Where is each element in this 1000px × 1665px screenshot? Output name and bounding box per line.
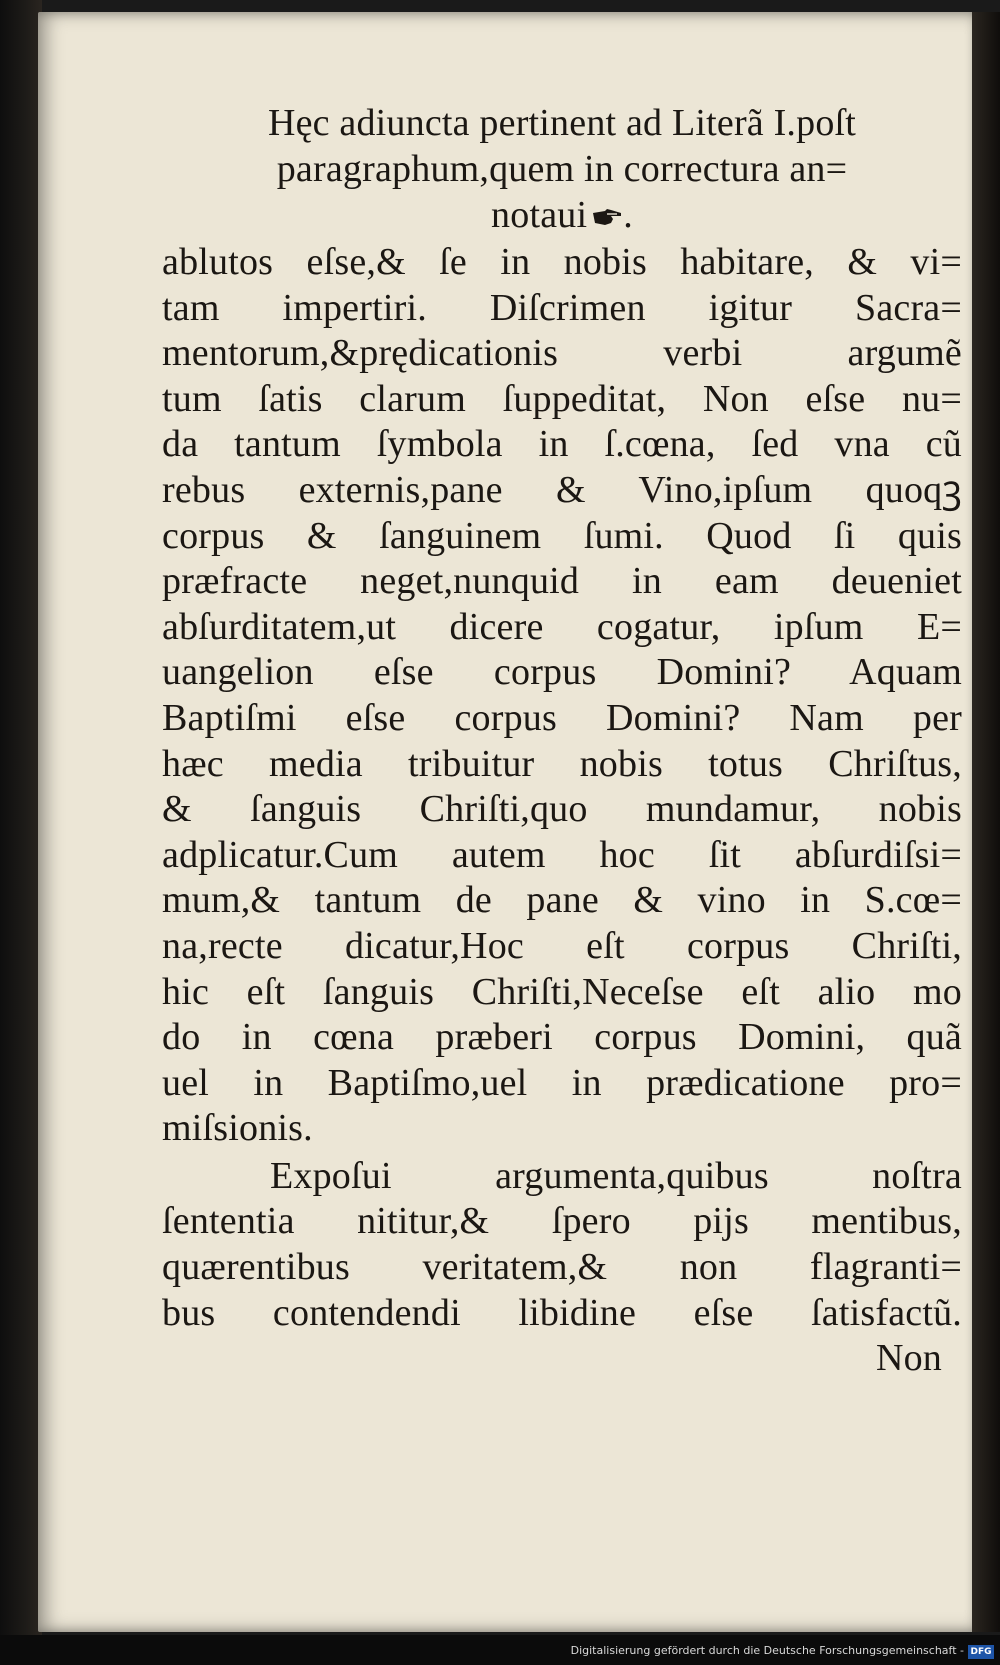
- heading-line: [162, 192, 962, 238]
- body-line: uel in Baptiſmo,uel in prædicatione pro=: [162, 1061, 962, 1104]
- body-line: rebus externis,pane & Vino,ipſum quoqꝫ: [162, 468, 962, 511]
- body-line: quærentibus veritatem,& non flagranti=: [162, 1246, 962, 1289]
- body-line: hic eſt ſanguis Chriſti,Neceſse eſt alio mo: [162, 970, 962, 1013]
- body-line: da tantum ſymbola in ſ.cœna, ſed vna cũ: [162, 423, 962, 466]
- heading-line-text: notaui: [491, 194, 588, 236]
- heading-mark-suffix: .: [623, 194, 633, 236]
- page-text: [162, 100, 962, 1382]
- heading-line: paragraphum,quem in correctura an=: [276, 148, 848, 190]
- page-edge-shadow: [972, 12, 1000, 1632]
- body-line: tum ſatis clarum ſuppeditat, Non eſse nu=: [162, 377, 962, 420]
- dfg-logo: DFG: [968, 1645, 994, 1659]
- body-line: corpus & ſanguinem ſumi. Quod ſi quis: [162, 514, 962, 557]
- second-paragraph: [162, 1154, 962, 1336]
- body-line: adplicatur.Cum autem hoc ſit abſurdiſsi=: [162, 833, 962, 876]
- body-line: mentorum,&prędicationis verbi argumẽ: [162, 332, 962, 375]
- body-line: & ſanguis Chriſti,quo mundamur, nobis: [162, 788, 962, 831]
- pointing-hand-icon: [591, 207, 623, 229]
- addendum-heading: [162, 100, 962, 238]
- body-line: tam impertiri. Diſcrimen igitur Sacra=: [162, 286, 962, 329]
- body-line: ablutos eſse,& ſe in nobis habitare, & vi=: [162, 241, 962, 283]
- body-line: Expoſui argumenta,quibus noſtra: [270, 1154, 962, 1197]
- book-spine-shadow: [0, 0, 42, 1640]
- digitization-footer: [0, 1635, 1000, 1665]
- funding-credit: Digitalisierung gefördert durch die Deutsche Forschungsgemeinschaft -: [570, 1644, 964, 1657]
- body-paragraph: [162, 240, 962, 1152]
- body-line: mum,& tantum de pane & vino in S.cœ=: [162, 879, 962, 922]
- body-line: do in cœna præberi corpus Domini, quã: [162, 1016, 962, 1059]
- body-line: miſsionis.: [162, 1107, 313, 1150]
- heading-line: Hęc adiuncta pertinent ad Literã I.poſt: [267, 102, 857, 144]
- body-line: bus contendendi libidine eſse ſatisfactũ.: [162, 1291, 962, 1334]
- body-line: abſurditatem,ut dicere cogatur, ipſum E=: [162, 605, 962, 648]
- body-line: na,recte dicatur,Hoc eſt corpus Chriſti,: [162, 924, 962, 967]
- body-line: hæc media tribuitur nobis totus Chriſtus,: [162, 742, 962, 785]
- catchword: Non: [875, 1337, 942, 1380]
- body-line: præfracte neget,nunquid in eam deueniet: [162, 560, 962, 603]
- body-line: Baptiſmi eſse corpus Domini? Nam per: [162, 696, 962, 739]
- body-line: uangelion eſse corpus Domini? Aquam: [162, 651, 962, 694]
- body-line: ſententia nititur,& ſpero pijs mentibus,: [162, 1200, 962, 1243]
